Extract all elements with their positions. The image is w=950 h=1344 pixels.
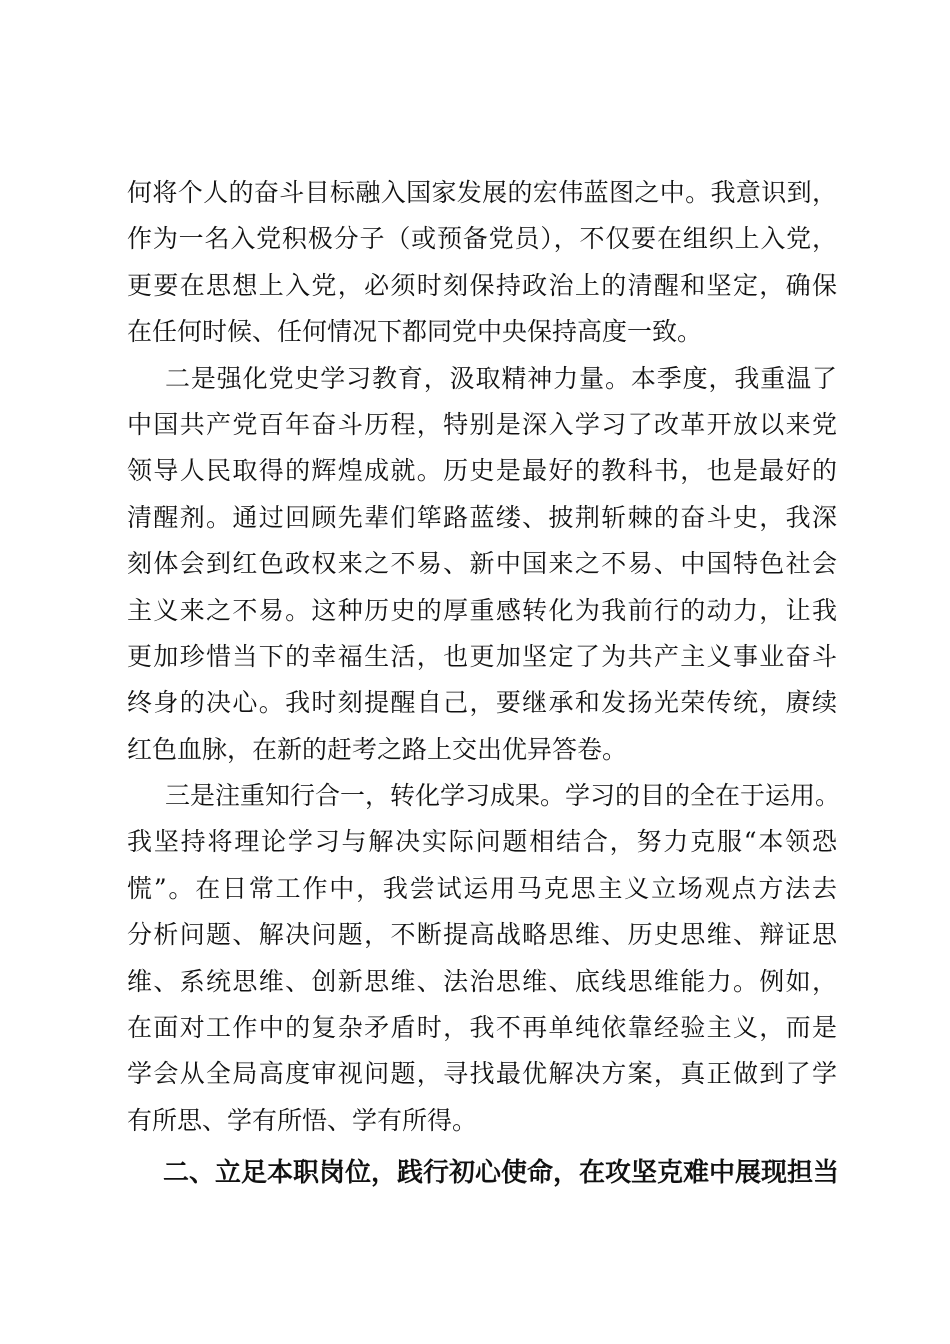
paragraph-line: 作为一名入党积极分子（或预备党员），不仅要在组织上入党， — [127, 224, 837, 254]
paragraph-line: 在任何时候、任何情况下都同党中央保持高度一致。 — [127, 317, 703, 347]
paragraph-2 — [127, 356, 837, 774]
document-body — [127, 170, 841, 1196]
paragraph-line: 清醒剂。通过回顾先辈们筚路蓝缕、披荆斩棘的奋斗史，我深 — [127, 502, 837, 532]
paragraph-line: 红色血脉，在新的赶考之路上交出优异答卷。 — [127, 734, 628, 764]
paragraph-line: 学会从全局高度审视问题，寻找最优解决方案，真正做到了学 — [127, 1059, 837, 1089]
paragraph-line: 刻体会到红色政权来之不易、新中国来之不易、中国特色社会 — [127, 549, 837, 579]
paragraph-line: 更要在思想上入党，必须时刻保持政治上的清醒和坚定，确保 — [127, 270, 837, 300]
paragraph-line: 维、系统思维、创新思维、法治思维、底线思维能力。例如， — [127, 966, 837, 996]
paragraph-line: 二是强化党史学习教育，汲取精神力量。本季度，我重温了 — [165, 363, 837, 393]
paragraph-line: 在面对工作中的复杂矛盾时，我不再单纯依靠经验主义，而是 — [127, 1013, 837, 1043]
section-heading: 二、立足本职岗位，践行初心使命，在攻坚克难中展现担当 — [163, 1158, 840, 1189]
paragraph-line: 中国共产党百年奋斗历程，特别是深入学习了改革开放以来党 — [127, 409, 837, 439]
paragraph-line: 三是注重知行合一，转化学习成果。学习的目的全在于运用。 — [165, 781, 841, 811]
paragraph-line: 分析问题、解决问题，不断提高战略思维、历史思维、辩证思 — [127, 920, 837, 950]
paragraph-line: 有所思、学有所悟、学有所得。 — [127, 1105, 478, 1135]
paragraph-line: 慌”。在日常工作中，我尝试运用马克思主义立场观点方法去 — [127, 873, 837, 903]
paragraph-1 — [127, 170, 837, 356]
paragraph-3 — [127, 773, 841, 1144]
paragraph-line: 领导人民取得的辉煌成就。历史是最好的教科书，也是最好的 — [127, 456, 837, 486]
paragraph-line: 更加珍惜当下的幸福生活，也更加坚定了为共产主义事业奋斗 — [127, 641, 837, 671]
paragraph-line: 主义来之不易。这种历史的厚重感转化为我前行的动力，让我 — [127, 595, 837, 625]
paragraph-line: 终身的决心。我时刻提醒自己，要继承和发扬光荣传统，赓续 — [127, 688, 837, 718]
paragraph-line: 何将个人的奋斗目标融入国家发展的宏伟蓝图之中。我意识到， — [127, 178, 837, 207]
paragraph-line: 我坚持将理论学习与解决实际问题相结合，努力克服“本领恐 — [127, 827, 837, 857]
